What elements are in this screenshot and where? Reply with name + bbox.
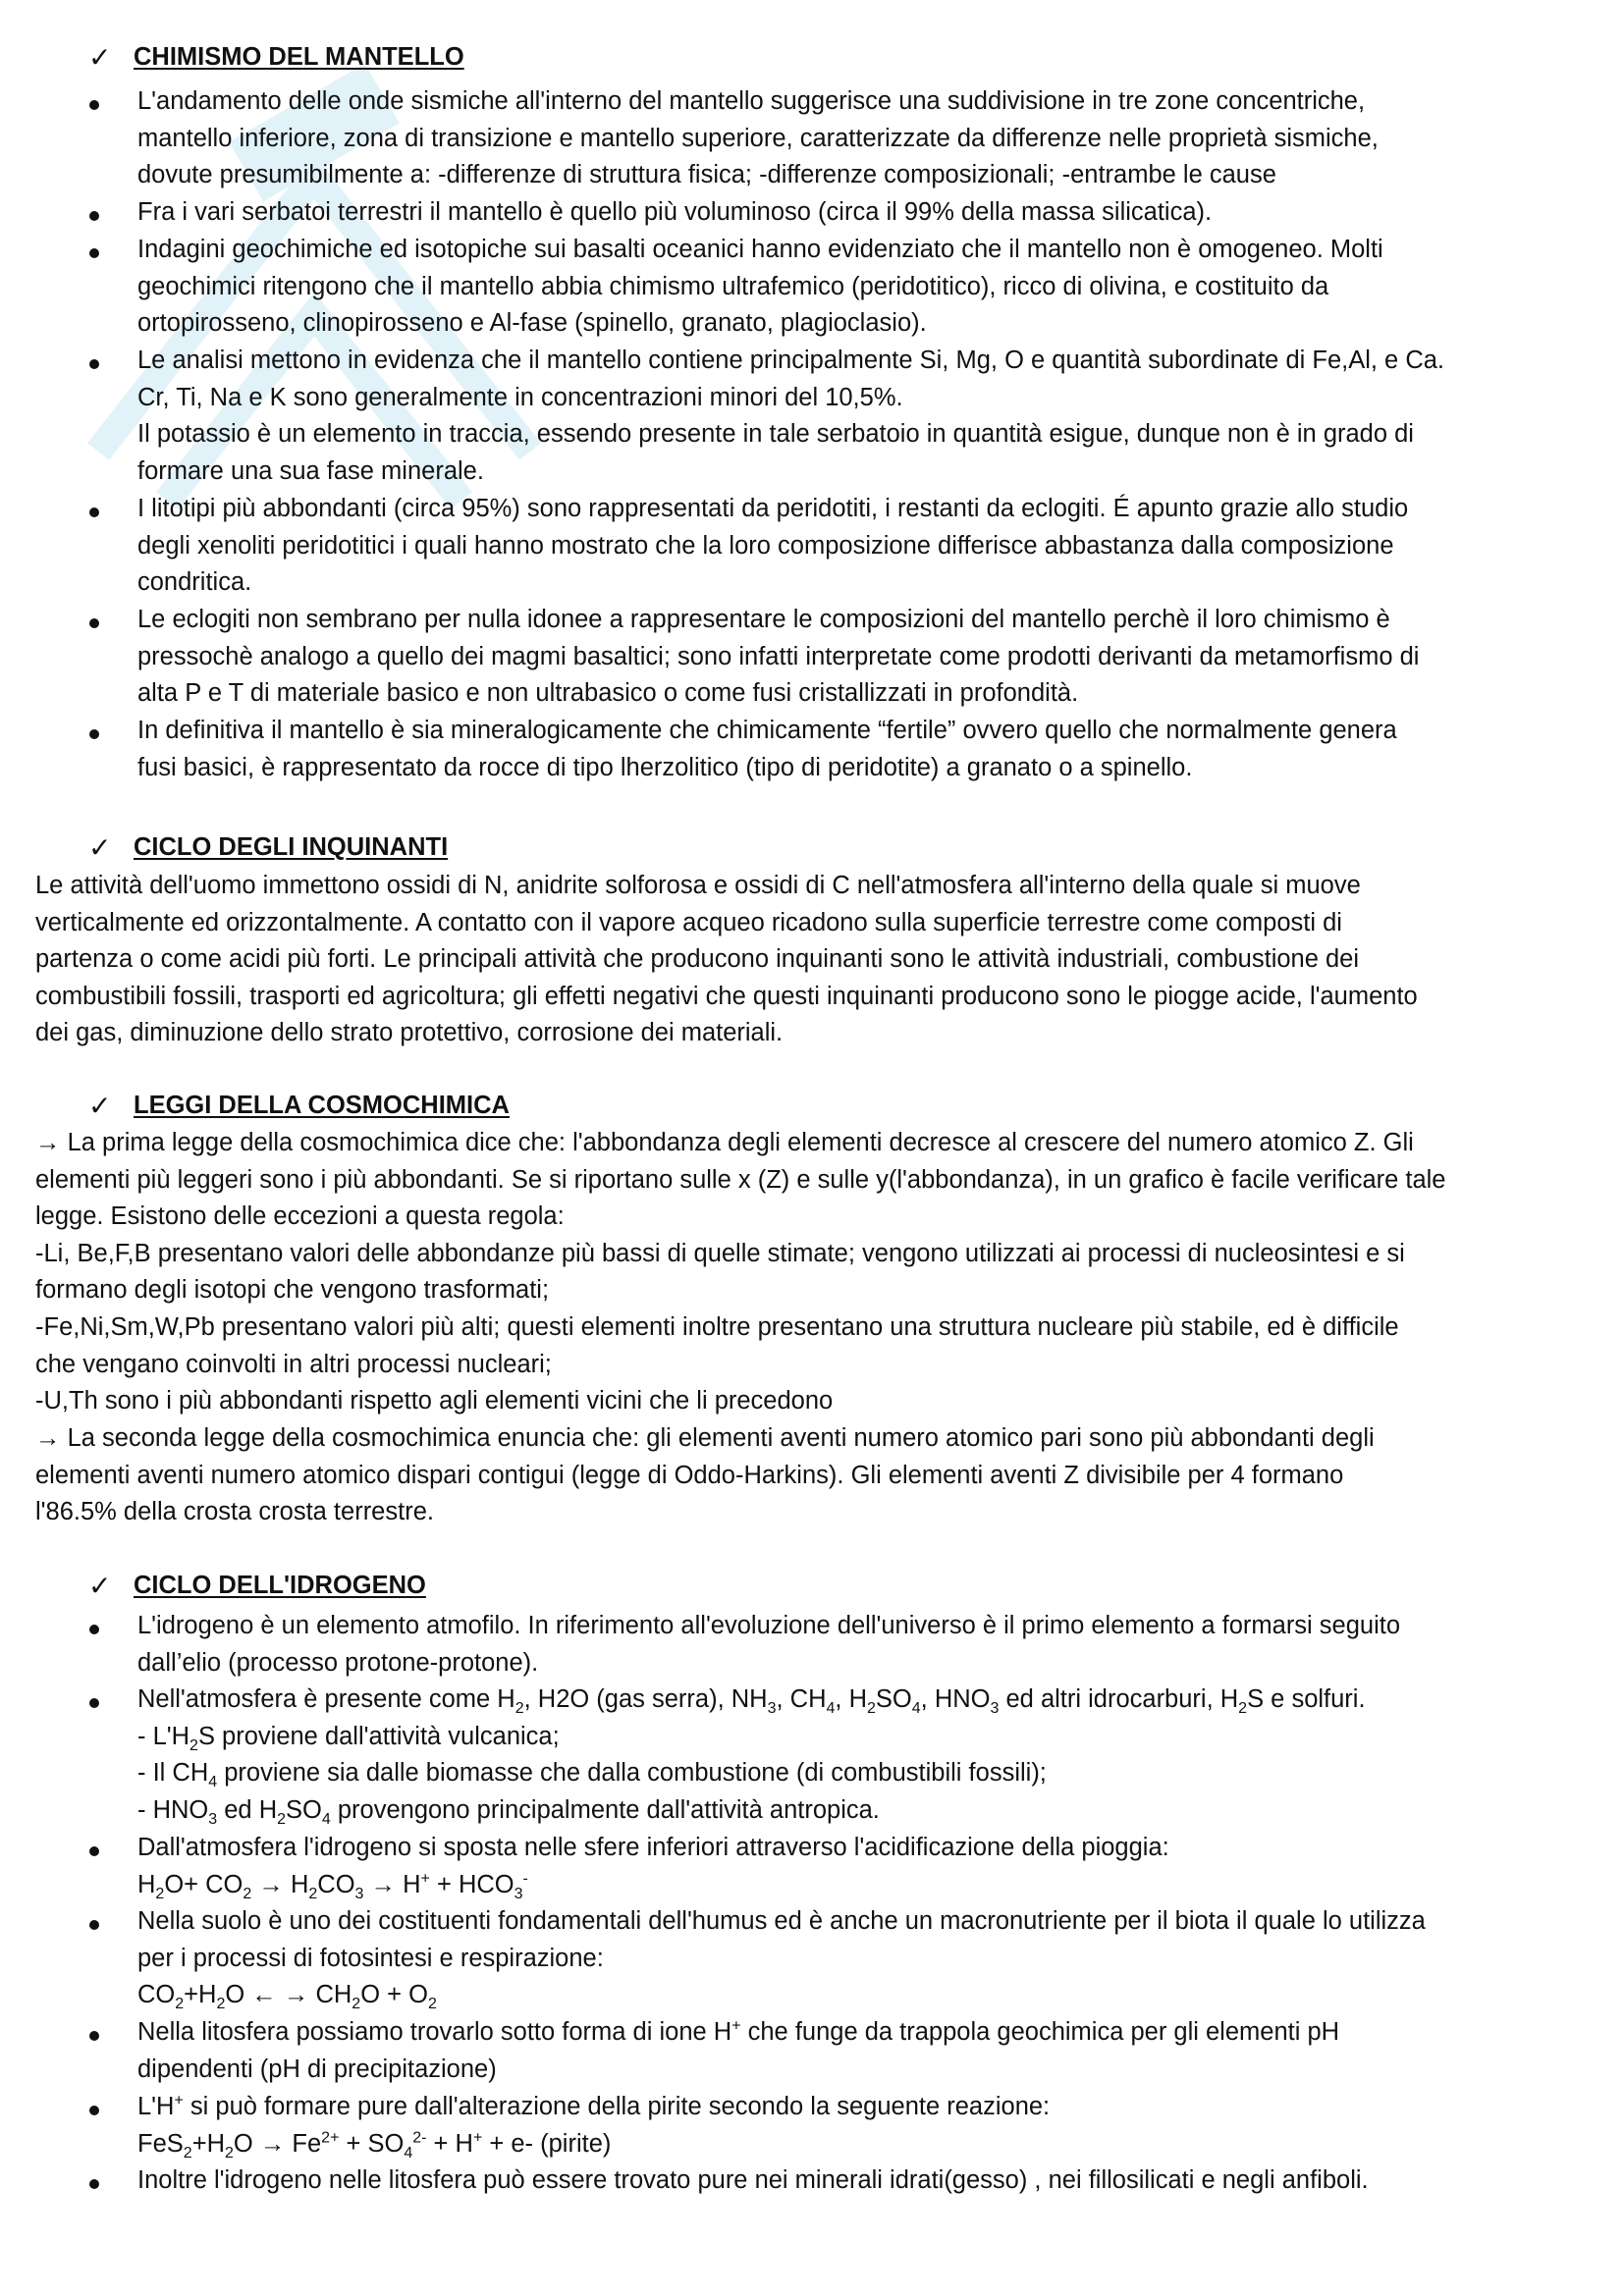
list-item: Fra i vari serbatoi terrestri il mantello è quello più voluminoso (circa il 99% della massa silicatica).: [137, 198, 1213, 226]
bullet-icon: [89, 618, 99, 628]
bullet-icon: [89, 1625, 99, 1634]
bullet-icon: [89, 359, 99, 369]
section-title-idrogeno: ✓ CICLO DELL'IDROGENO: [88, 1568, 426, 1605]
list-item: In definitiva il mantello è sia mineralogicamente che chimicamente “fertile” ovvero quello che normalmente genera fusi basici, è rappresentato da rocce di tipo lherzolitico (tipo di peridotite) a granato o a spinello.: [137, 717, 1397, 781]
bullet-icon: [89, 1698, 99, 1708]
section-title-cosmochimica: ✓ LEGGI DELLA COSMOCHIMICA: [88, 1088, 510, 1125]
paragraph-inquinanti: Le attività dell'uomo immettono ossidi di N, anidrite solforosa e ossidi di C nell'atmosfera all'interno della quale si muove verticalmente ed orizzontalmente. A contatto con il vapore acqueo ricadono sulla superficie terrestre come composti di partenza o come acidi più forti. Le principali attività che producono inquinanti sono le attività industriali, combustione dei combustibili fossili, trasporti ed agricoltura; gli effetti negativi che questi inquinanti producono sono le piogge acide, l'aumento dei gas, diminuzione dello strato protettivo, corrosione dei materiali.: [35, 872, 1418, 1047]
arrow-right-icon: →: [35, 1129, 61, 1156]
list-item: I litotipi più abbondanti (circa 95%) sono rappresentati da peridotiti, i restanti da eclogiti. É apunto grazie allo studio degli xenoliti peridotitici i quali hanno mostrato che la loro composizione differisce abbastanza dalla composizione condritica.: [137, 495, 1409, 597]
list-item: L'idrogeno è un elemento atmofilo. In riferimento all'evoluzione dell'universo è il primo elemento a formarsi seguito dall’elio (processo protone-protone).: [137, 1612, 1401, 1677]
arrow-right-icon: →: [35, 1424, 61, 1452]
list-item: Dall'atmosfera l'idrogeno si sposta nelle sfere inferiori attraverso l'acidificazione della pioggia: $H_2O+ CO_2 \to H_2CO_3 \to H^+ + HCO_3^-$: [137, 1834, 1169, 1902]
bullet-icon: [89, 2106, 99, 2115]
list-item: Nella suolo è uno dei costituenti fondamentali dell'humus ed è anche un macronutriente per il biota il quale lo utilizza per i processi di fotosintesi e respirazione: $CO_2+H_2O$ ← → $CH_2O + O_2$: [137, 1907, 1426, 2013]
checkmark-icon: ✓: [88, 1091, 112, 1121]
section-title-mantello: ✓ CHIMISMO DEL MANTELLO: [88, 39, 464, 77]
bullet-icon: [89, 729, 99, 739]
bullet-icon: [89, 248, 99, 258]
list-item: Nell'atmosfera è presente come $H_2$, H2O (gas serra), $NH_3$, $CH_4$, $H_2SO_4$, $HNO_3$ ed altri idrocarburi, $H_2S$ e solfuri. - $L'H_2S$ proviene dall'attività vulcanica; - Il $CH_4$ proviene sia dalle biomasse che dalla combustione (di combustibili fossili); - $HNO_3$ ed $H_2SO_4$ provengono principalmente dall'attività antropica.: [137, 1685, 1366, 1828]
list-item: Nella litosfera possiamo trovarlo sotto forma di ione H+ che funge da trappola geochimica per gli elementi pH dipendenti (pH di precipitazione): [137, 2017, 1340, 2083]
bullet-icon: [89, 100, 99, 110]
checkmark-icon: ✓: [88, 42, 112, 73]
bullet-icon: [89, 2179, 99, 2189]
section-title-inquinanti: ✓ CICLO DEGLI INQUINANTI: [88, 829, 448, 867]
list-item: Le eclogiti non sembrano per nulla idonee a rappresentare le composizioni del mantello perchè il loro chimismo è pressochè analogo a quello dei magmi basaltici; sono infatti interpretate come prodotti derivanti da metamorfismo di alta P e T di materiale basico e non ultrabasico o come fusi cristallizzati in profondità.: [137, 606, 1420, 708]
bullet-icon: [89, 2031, 99, 2041]
paragraph-second-law: → La seconda legge della cosmochimica enuncia che: gli elementi aventi numero atomico pari sono più abbondanti degli elementi aventi numero atomico dispari contigui (legge di Oddo-Harkins). Gli elementi aventi Z divisibile per 4 formano l'86.5% della crosta crosta terrestre.: [35, 1424, 1375, 1526]
checkmark-icon: ✓: [88, 1571, 112, 1601]
bullet-icon: [89, 1846, 99, 1856]
list-item: Le analisi mettono in evidenza che il mantello contiene principalmente Si, Mg, O e quantità subordinate di Fe,Al, e Ca. Cr, Ti, Na e K sono generalmente in concentrazioni minori del 10,5%. Il potassio è un elemento in traccia, essendo presente in tale serbatoio in quantità esigue, dunque non è in grado di formare una sua fase minerale.: [137, 347, 1445, 485]
bullet-icon: [89, 507, 99, 517]
list-item: Indagini geochimiche ed isotopiche sui basalti oceanici hanno evidenziato che il mantello non è omogeneo. Molti geochimici ritengono che il mantello abbia chimismo ultrafemico (peridotitico), ricco di olivina, e costituito da ortopirosseno, clinopirosseno e Al-fase (spinello, granato, plagioclasio).: [137, 236, 1383, 338]
list-item: L'andamento delle onde sismiche all'interno del mantello suggerisce una suddivisione in tre zone concentriche, mantello inferiore, zona di transizione e mantello superiore, caratterizzate da differenze nelle proprietà sismiche, dovute presumibilmente a: -differenze di struttura fisica; -differenze composizionali; -entrambe le cause: [137, 87, 1379, 189]
paragraph-first-law: → La prima legge della cosmochimica dice che: l'abbondanza degli elementi decresce al crescere del numero atomico Z. Gli elementi più leggeri sono i più abbondanti. Se si riportano sulle x (Z) e sulle y(l'abbondanza), in un grafico è facile verificare tale legge. Esistono delle eccezioni a questa regola: -Li, Be,F,B presentano valori delle abbondanze più bassi di quelle stimate; vengono utilizzati ai processi di nucleosintesi e si formano degli isotopi che vengono trasformati; -Fe,Ni,Sm,W,Pb presentano valori più alti; questi elementi inoltre presentano una struttura nucleare più stabile, ed è difficile che vengano coinvolti in altri processi nucleari; -U,Th sono i più abbondanti rispetto agli elementi vicini che li precedono: [35, 1129, 1446, 1415]
bullet-icon: [89, 1920, 99, 1930]
bullet-icon: [89, 211, 99, 221]
list-item: Inoltre l'idrogeno nelle litosfera può essere trovato pure nei minerali idrati(gesso) , nei fillosilicati e negli anfiboli.: [137, 2166, 1369, 2194]
list-item: L'H+ si può formare pure dall'alterazione della pirite secondo la seguente reazione: $FeS_2+H_2O \to Fe^{2+} + SO_4^{2-} + H^+ + e-$ (pirite): [137, 2092, 1051, 2162]
checkmark-icon: ✓: [88, 832, 112, 863]
